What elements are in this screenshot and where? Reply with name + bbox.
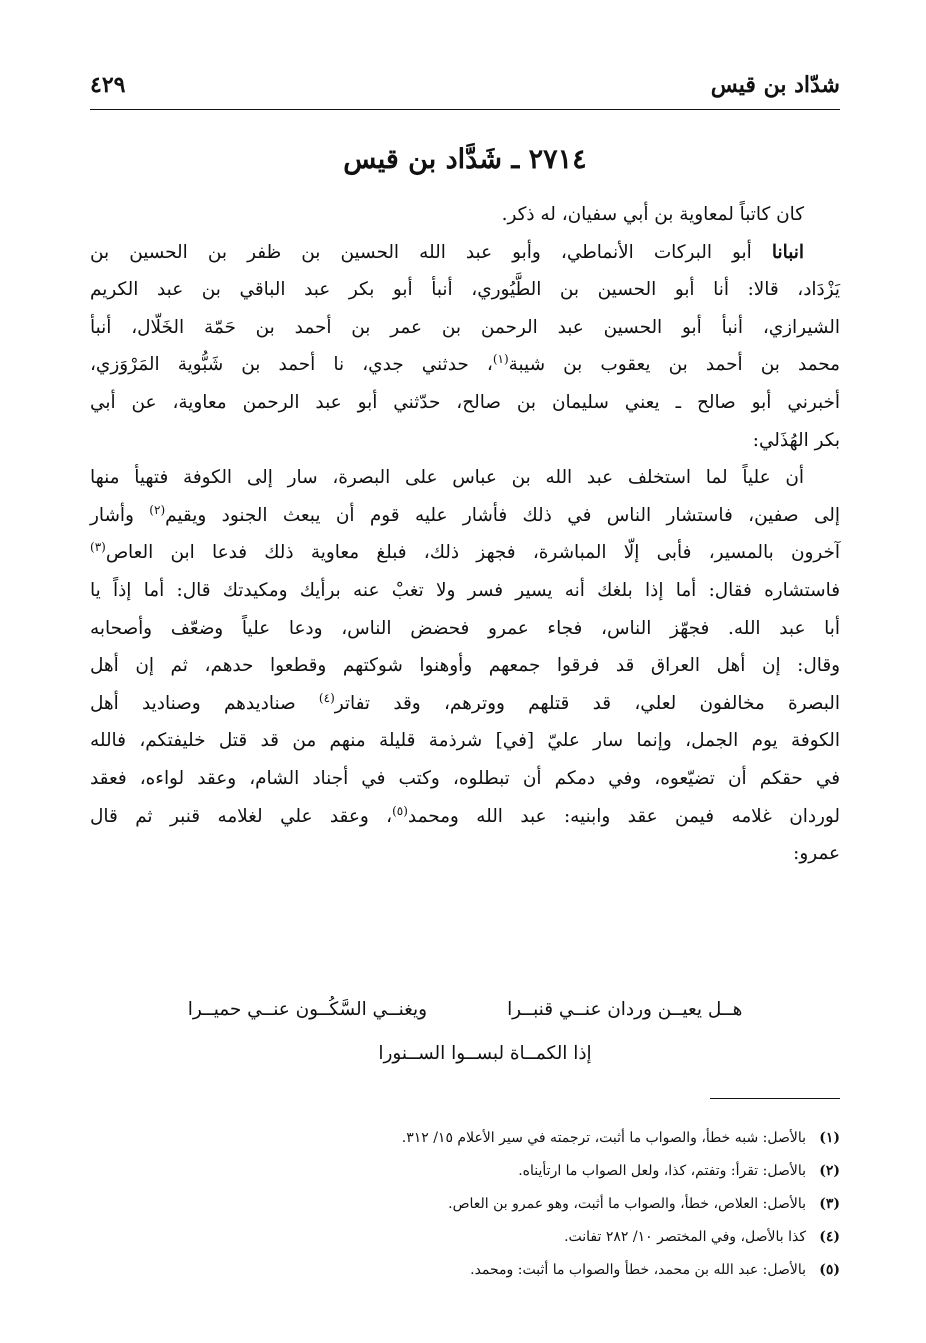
isnad-line-5: أخبرني أبو صالح ـ يعني سليمان بن صالح، حدّثني أبو عبد الرحمن معاوية، عن أبي bbox=[90, 391, 840, 413]
running-title: شدّاد بن قيس bbox=[710, 72, 840, 98]
narrative-line-7 bbox=[90, 685, 840, 723]
narrative-text-3: آخرون بالمسير، فأبى إلّا المباشرة، فجهز ذلك، فبلغ معاوية ذلك فدعا ابن العاص bbox=[105, 542, 840, 564]
footnote-text: بالأصل: شبه خطأ، والصواب ما أثبت، ترجمته في سير الأعلام ١٥/ ٣١٢. bbox=[401, 1130, 806, 1146]
footnote-1 bbox=[280, 1122, 840, 1155]
isnad-line-4 bbox=[90, 346, 840, 384]
isnad-line-1 bbox=[90, 234, 840, 272]
intro-line: كان كاتباً لمعاوية بن أبي سفيان، له ذكر. bbox=[501, 204, 804, 225]
entry-title: ٢٧١٤ ـ شَدَّاد بن قيس bbox=[343, 144, 587, 175]
footnote-text: بالأصل: العلاص، خطأ، والصواب ما أثبت، وهو عمرو بن العاص. bbox=[448, 1196, 806, 1212]
page-number: ٤٢٩ bbox=[90, 72, 126, 98]
narrative-text-2a: إلى صفين، فاستشار الناس في ذلك فأشار عليه قوم أن يبعث الجنود ويقيم bbox=[165, 504, 840, 526]
footnote-4 bbox=[280, 1221, 840, 1254]
footnote-number: (٣) bbox=[819, 1196, 840, 1212]
footnote-5 bbox=[280, 1254, 840, 1287]
narrative-text-10b: ، وعقد علي لغلامه قنبر ثم قال bbox=[90, 805, 393, 827]
narrative-text-10a: لوردان غلامه فيمن عقد وابنيه: عبد الله ومحمد bbox=[407, 805, 840, 827]
footnote-text: بالأصل: تقرأ: وتفتم، كذا، ولعل الصواب ما ارتأيناه. bbox=[518, 1163, 806, 1179]
footnote-text: بالأصل: عبد الله بن محمد، خطأ والصواب ما أثبت: ومحمد. bbox=[470, 1262, 806, 1278]
header-rule bbox=[90, 109, 840, 110]
running-head bbox=[90, 66, 840, 106]
narrative-text-7b: صناديدهم وصناديد أهل bbox=[90, 692, 319, 714]
footnote-ref-2[interactable]: (٢) bbox=[149, 502, 166, 517]
isnad-text-4a: محمد بن أحمد بن يعقوب بن شيبة bbox=[508, 354, 840, 376]
hemistich-right: هــل يعيــن وردان عنــي قنبــرا bbox=[507, 999, 743, 1020]
narrative-line-6: وقال: إن أهل العراق قد فرقوا جمعهم وأوهنوا شوكتهم وقطعوا حدهم، ثم إن أهل bbox=[90, 655, 840, 677]
footnote-ref-5[interactable]: (٥) bbox=[392, 803, 408, 818]
narrative-text-7a: البصرة مخالفون لعلي، قد قتلهم ووترهم، وقد تفاتر bbox=[334, 692, 840, 714]
footnote-2 bbox=[280, 1155, 840, 1188]
footnote-rule bbox=[710, 1098, 840, 1099]
narrative-line-2 bbox=[90, 497, 840, 535]
narrative-line-4: فاستشاره فقال: أما إذا بلغك أنه يسير فسر ولا تغبْ عنه برأيك ومكيدتك قال: أما إذاً يا bbox=[90, 579, 840, 601]
isnad-lead: انبانا bbox=[771, 241, 804, 263]
hemistich-single: إذا الكمــاة لبســوا الســنورا bbox=[378, 1043, 592, 1064]
poem bbox=[90, 988, 840, 1076]
footnote-3 bbox=[280, 1188, 840, 1221]
isnad-line-2: يَزْدَاد، قالا: أنا أبو الحسين بن الطَّيُوري، أنبأ أبو بكر عبد الباقي بن عبد الكريم bbox=[90, 279, 840, 301]
body-text bbox=[90, 196, 840, 873]
narrative-text-2b: وأشار bbox=[90, 504, 150, 526]
isnad-text-1: أبو البركات الأنماطي، وأبو عبد الله الحسين بن ظفر بن الحسين بن bbox=[90, 241, 752, 263]
narrative-line-8: الكوفة يوم الجمل، وإنما سار عليّ [في] شرذمة قليلة منهم من قد قتل خليفتكم، فالله bbox=[90, 730, 840, 752]
footnote-text: كذا بالأصل، وفي المختصر ١٠/ ٢٨٢ تفانت. bbox=[564, 1229, 806, 1245]
narrative-line-5: أبا عبد الله. فجهّز الناس، فجاء عمرو فحضض الناس، ودعا علياً وضعّف وأصحابه bbox=[90, 617, 840, 639]
poem-verse-1 bbox=[90, 988, 840, 1032]
isnad-text-4b: ، حدثني جدي، نا أحمد بن شَبُّوية المَرْوَزي، bbox=[90, 354, 493, 376]
isnad-line-3: الشيرازي، أنبأ أبو الحسين عبد الرحمن بن عمر بن أحمد بن حَمّة الخَلّال، أنبأ bbox=[90, 316, 840, 338]
footnote-number: (١) bbox=[819, 1130, 840, 1146]
footnote-ref-1[interactable]: (١) bbox=[492, 352, 509, 367]
narrative-line-11: عمرو: bbox=[793, 843, 840, 865]
poem-verse-2 bbox=[90, 1032, 840, 1076]
narrative-line-9: في حقكم أن تضيّعوه، وفي دمكم أن تبطلوه، وكتب في أجناد الشام، وعقد لواءه، فعقد bbox=[90, 767, 840, 789]
footnote-ref-4[interactable]: (٤) bbox=[318, 690, 335, 705]
hemistich-left: ويغنــي السَّكُــون عنــي حميــرا bbox=[187, 999, 428, 1020]
narrative-line-3 bbox=[90, 534, 840, 572]
footnotes bbox=[280, 1122, 840, 1287]
narrative-line-10 bbox=[90, 798, 840, 836]
footnote-number: (٢) bbox=[819, 1163, 840, 1179]
narrative-line-1: أن علياً لما استخلف عبد الله بن عباس على البصرة، سار إلى الكوفة فتهيأ منها bbox=[90, 467, 804, 489]
isnad-line-6: بكر الهُذَلي: bbox=[752, 429, 840, 451]
footnote-number: (٤) bbox=[819, 1229, 840, 1245]
footnote-ref-3[interactable]: (٣) bbox=[90, 540, 106, 555]
footnote-number: (٥) bbox=[819, 1262, 840, 1278]
